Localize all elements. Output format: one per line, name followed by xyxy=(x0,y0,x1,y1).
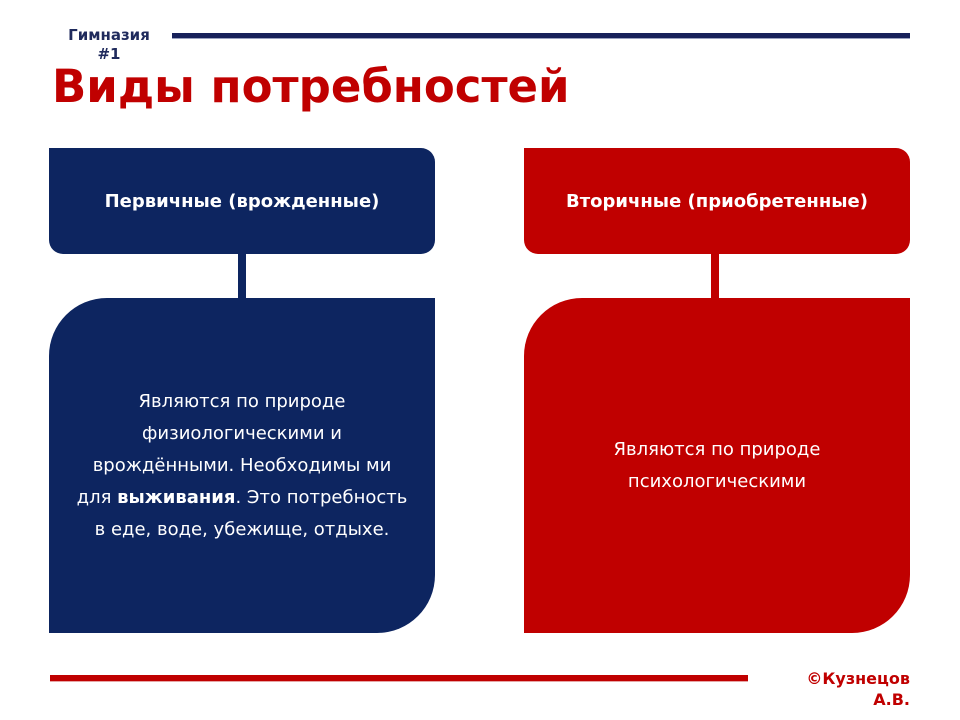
primary-text-emphasis: выживания xyxy=(117,486,236,508)
primary-needs-description xyxy=(73,386,411,546)
page-title: Виды потребностей xyxy=(52,60,570,113)
primary-text-end: . Это потребность в еде, воде, убежище, отдыхе. xyxy=(94,486,408,540)
secondary-needs-description-box xyxy=(524,298,910,633)
primary-text-start: Являются по природе физиологическими и врождёнными. Необходимы ми для xyxy=(76,390,392,508)
author-credit xyxy=(760,668,910,710)
header-divider xyxy=(172,33,910,38)
school-number: #1 xyxy=(97,45,121,63)
footer-divider xyxy=(50,675,748,681)
primary-needs-heading: Первичные (врожденные) xyxy=(104,190,380,212)
primary-needs-heading-box xyxy=(49,148,435,254)
primary-connector xyxy=(238,254,246,298)
school-name: Гимназия xyxy=(68,26,150,44)
secondary-needs-heading: Вторичные (приобретенные) xyxy=(566,190,868,212)
secondary-needs-heading-box xyxy=(524,148,910,254)
secondary-needs-description: Являются по природе психологическими xyxy=(613,438,821,492)
author-name: ©Кузнецов xyxy=(806,669,910,688)
secondary-connector xyxy=(711,254,719,298)
author-initials: А.В. xyxy=(873,690,910,709)
primary-needs-description-box xyxy=(49,298,435,633)
